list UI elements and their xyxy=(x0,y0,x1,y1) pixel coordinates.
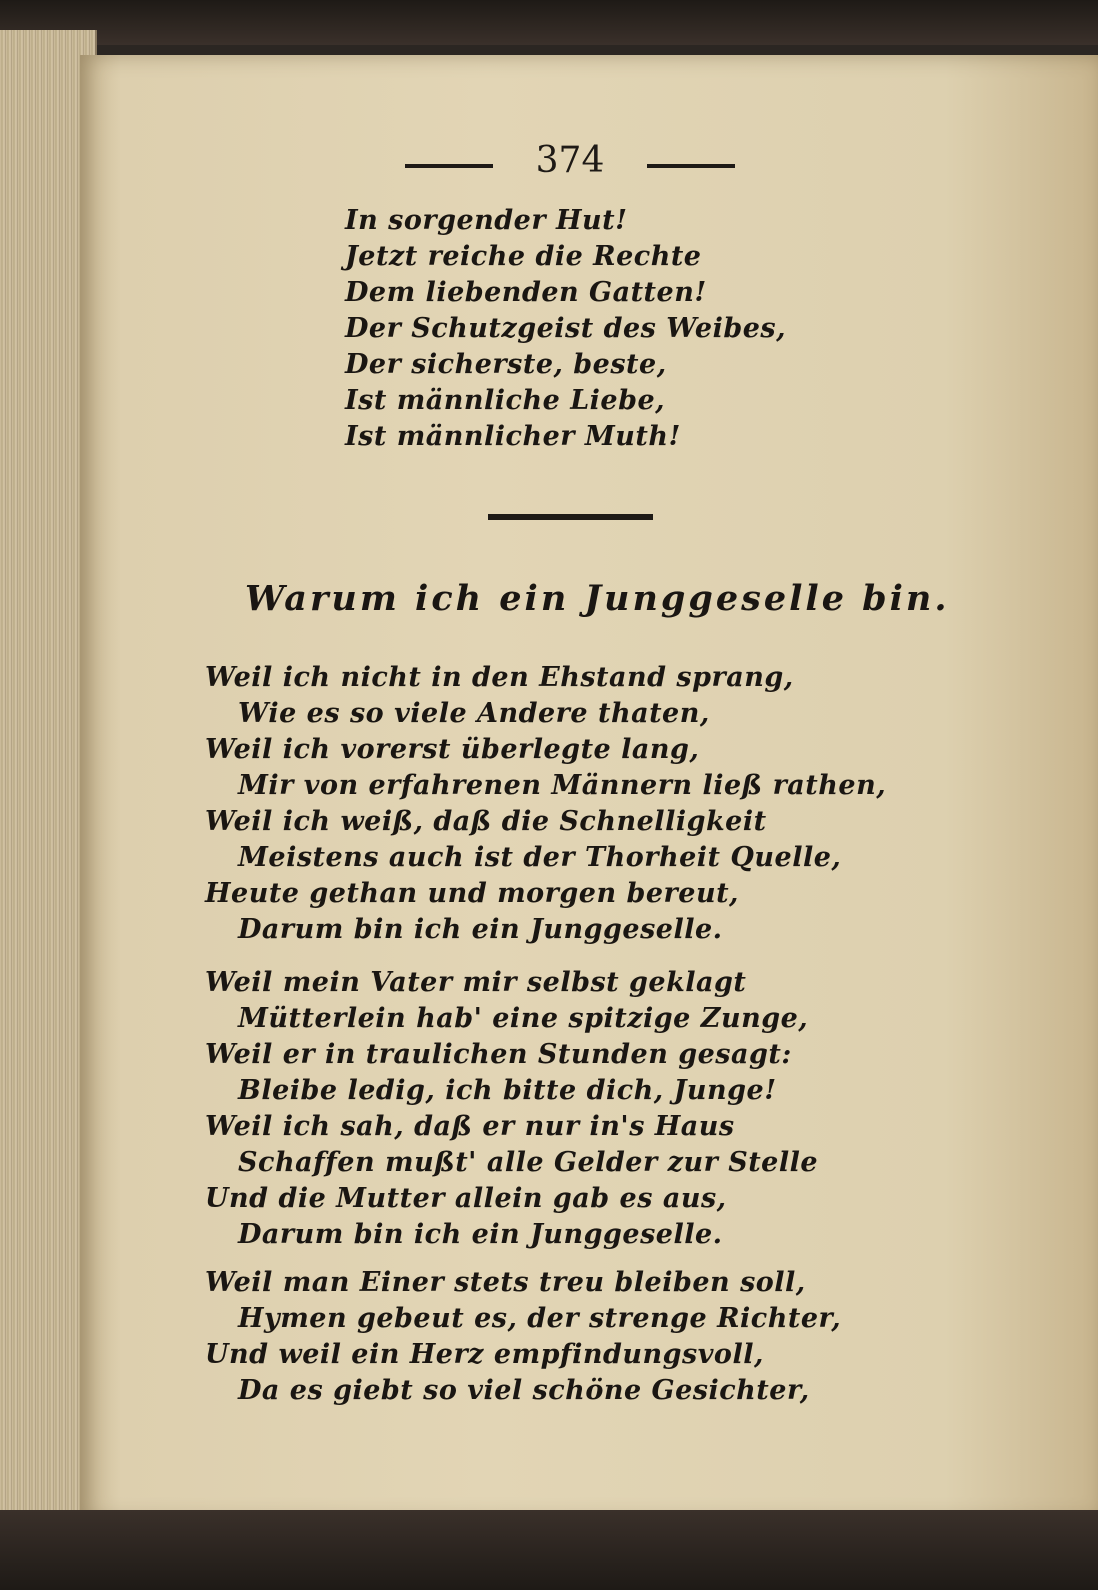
verse-line: Weil er in traulichen Stunden gesagt: xyxy=(205,1039,792,1070)
verse-line: Darum bin ich ein Junggeselle. xyxy=(238,1219,723,1250)
section-divider xyxy=(488,514,653,520)
verse-line: Und die Mutter allein gab es aus, xyxy=(205,1183,727,1214)
verse-line: Ist männlicher Muth! xyxy=(345,421,681,452)
verse-line: Weil mein Vater mir selbst geklagt xyxy=(205,967,747,998)
verse-line: Dem liebenden Gatten! xyxy=(345,277,707,308)
header-rule-left xyxy=(405,164,493,168)
header-rule-right xyxy=(647,164,735,168)
verse-line: Hymen gebeut es, der strenge Richter, xyxy=(238,1303,842,1334)
verse-line: Der sicherste, beste, xyxy=(345,349,667,380)
verse-line: Mir von erfahrenen Männern ließ rathen, xyxy=(238,770,887,801)
stanza-1 xyxy=(205,660,886,948)
verse-line: Meistens auch ist der Thorheit Quelle, xyxy=(238,842,842,873)
book-cover-top xyxy=(0,0,1098,45)
verse-line: Weil ich weiß, daß die Schnelligkeit xyxy=(205,806,767,837)
verse-line: Weil ich nicht in den Ehstand sprang, xyxy=(205,662,794,693)
verse-line: Da es giebt so viel schöne Gesichter, xyxy=(238,1375,810,1406)
verse-line: In sorgender Hut! xyxy=(345,205,628,236)
verse-line: Der Schutzgeist des Weibes, xyxy=(345,313,786,344)
verse-line: Bleibe ledig, ich bitte dich, Junge! xyxy=(238,1075,777,1106)
stanza-2 xyxy=(205,965,818,1253)
verse-line: Jetzt reiche die Rechte xyxy=(345,241,702,272)
stanza-3 xyxy=(205,1265,841,1409)
verse-line: Wie es so viele Andere thaten, xyxy=(238,698,710,729)
verse-line: Darum bin ich ein Junggeselle. xyxy=(238,914,723,945)
poem-title: Warum ich ein Junggeselle bin. xyxy=(245,578,950,619)
verse-line: Weil ich sah, daß er nur in's Haus xyxy=(205,1111,735,1142)
page-header xyxy=(405,140,735,190)
verse-line: Weil ich vorerst überlegte lang, xyxy=(205,734,700,765)
verse-line: Und weil ein Herz empfindungsvoll, xyxy=(205,1339,764,1370)
book-cover-bottom xyxy=(0,1510,1098,1590)
verse-line: Heute gethan und morgen bereut, xyxy=(205,878,739,909)
verse-line: Ist männliche Liebe, xyxy=(345,385,666,416)
verse-line: Schaffen mußt' alle Gelder zur Stelle xyxy=(238,1147,819,1178)
top-stanza xyxy=(345,203,786,455)
page-number: 374 xyxy=(535,140,605,181)
verse-line: Mütterlein hab' eine spitzige Zunge, xyxy=(238,1003,809,1034)
verse-line: Weil man Einer stets treu bleiben soll, xyxy=(205,1267,806,1298)
